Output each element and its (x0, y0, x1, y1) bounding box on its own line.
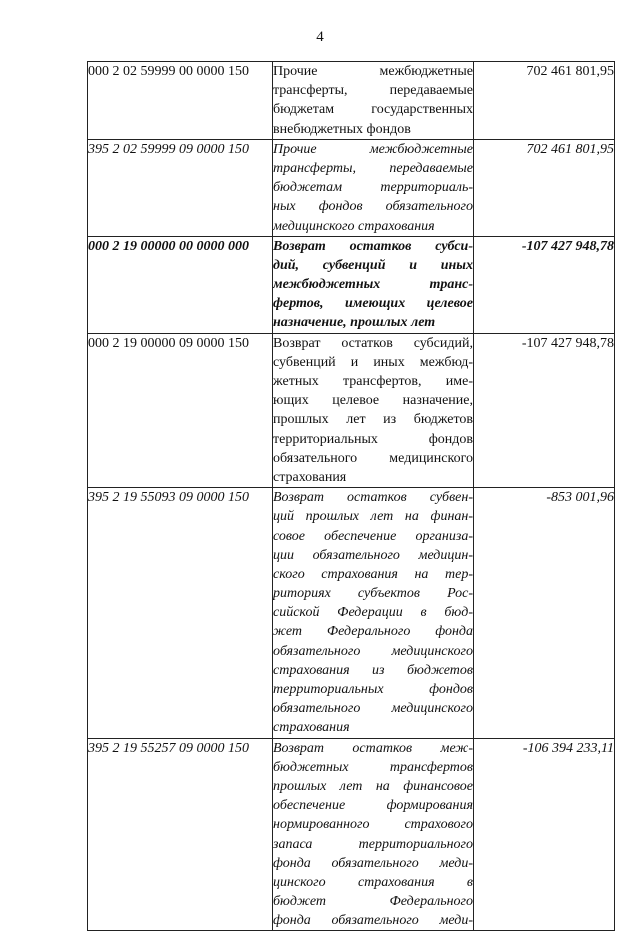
amount-cell: 702 461 801,95 (474, 139, 615, 236)
description-line: бюджет Федерального (273, 894, 473, 910)
description-line: запаса территориального (273, 836, 473, 852)
budget-code-cell: 395 2 19 55257 09 0000 150 (88, 738, 273, 931)
table-row (88, 738, 615, 931)
description-line: страхования (273, 720, 350, 736)
budget-code-cell: 000 2 02 59999 00 0000 150 (88, 62, 273, 140)
description-line: бюджетам государственных (273, 102, 473, 118)
budget-code-cell: 395 2 19 55093 09 0000 150 (88, 488, 273, 738)
description-line: Возврат остатков субвен- (273, 490, 473, 506)
description-line: назначение, прошлых лет (273, 315, 436, 331)
description-cell (273, 488, 474, 738)
description-line: сийской Федерации в бюд- (273, 605, 473, 621)
budget-table-body (88, 62, 615, 931)
description-cell (273, 139, 474, 236)
amount-cell: -106 394 233,11 (474, 738, 615, 931)
description-line: прошлых лет из бюджетов (273, 412, 473, 428)
description-line: фонда обязательного меди- (273, 855, 473, 871)
amount-cell: 702 461 801,95 (474, 62, 615, 140)
description-line: жет Федерального фонда (273, 624, 473, 640)
description-line: ющих целевое назначение, (273, 393, 473, 409)
description-line: ции обязательного медицин- (273, 547, 473, 563)
description-line: дий, субвенций и иных (273, 257, 473, 273)
description-line: Возврат остатков меж- (273, 740, 473, 756)
description-line: бюджетных трансфертов (273, 759, 473, 775)
description-line: субвенций и иных межбюд- (273, 354, 473, 370)
description-line: фонда обязательного меди- (273, 913, 473, 929)
page-number: 4 (316, 29, 324, 45)
description-line: Прочие межбюджетные (273, 64, 473, 79)
description-line: бюджетам территориаль- (273, 180, 473, 196)
description-line: трансферты, передаваемые (273, 160, 473, 176)
description-line: нормированного страхового (273, 817, 473, 833)
table-row (88, 236, 615, 333)
description-line: внебюджетных фондов (273, 121, 411, 137)
description-line: страхования из бюджетов (273, 662, 473, 678)
description-cell (273, 236, 474, 333)
description-line: ных фондов обязательного (273, 199, 473, 215)
table-row (88, 139, 615, 236)
description-line: обязательного медицинского (273, 643, 473, 659)
description-line: цинского страхования в (273, 874, 473, 890)
description-cell (273, 62, 474, 140)
description-line: прошлых лет на финансовое (273, 778, 473, 794)
description-line: совое обеспечение организа- (273, 528, 473, 544)
description-line: Возврат остатков субси- (273, 238, 473, 254)
description-line: жетных трансфертов, име- (273, 374, 473, 389)
description-line: фертов, имеющих целевое (273, 296, 473, 312)
amount-cell: -853 001,96 (474, 488, 615, 738)
budget-code-cell: 395 2 02 59999 09 0000 150 (88, 139, 273, 236)
description-line: обеспечение формирования (273, 798, 473, 814)
budget-code-cell: 000 2 19 00000 00 0000 000 (88, 236, 273, 333)
description-line: Возврат остатков субсидий, (273, 335, 473, 351)
description-line: территориальных фондов (273, 431, 473, 447)
description-line: территориальных фондов (273, 682, 473, 697)
description-line: страхования (273, 469, 347, 485)
budget-table (87, 61, 615, 931)
description-line: ского страхования на тер- (273, 566, 473, 582)
description-line: риториях субъектов Рос- (273, 586, 473, 602)
description-cell (273, 333, 474, 488)
amount-cell: -107 427 948,78 (474, 236, 615, 333)
budget-code-cell: 000 2 19 00000 09 0000 150 (88, 333, 273, 488)
description-line: обязательного медицинского (273, 701, 473, 717)
description-line: ций прошлых лет на финан- (273, 509, 473, 525)
description-line: обязательного медицинского (273, 450, 473, 466)
amount-cell: -107 427 948,78 (474, 333, 615, 488)
description-line: Прочие межбюджетные (273, 141, 473, 157)
table-row (88, 62, 615, 140)
description-line: трансферты, передаваемые (273, 83, 473, 99)
description-cell (273, 738, 474, 931)
table-row (88, 488, 615, 738)
table-row (88, 333, 615, 488)
description-line: медицинского страхования (273, 218, 435, 234)
description-line: межбюджетных транс- (273, 277, 473, 293)
